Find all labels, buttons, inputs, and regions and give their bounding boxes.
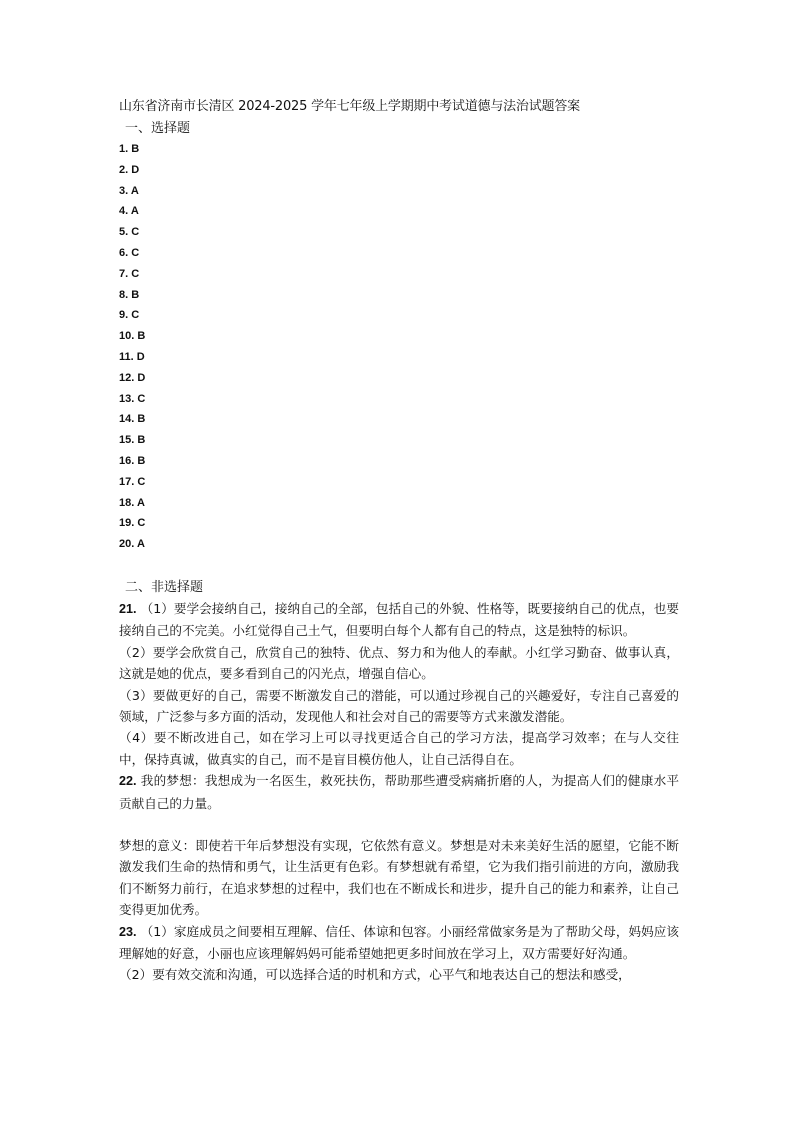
- choice-answer-item: 5. C: [119, 226, 140, 239]
- choice-answer-item: 6. C: [119, 246, 140, 259]
- spacer: [119, 555, 679, 577]
- q21-part1: 21. （1）要学会接纳自己，接纳自己的全部，包括自己的外貌、性格等，既要接纳自己的优点，也要接纳自己的不完美。小红觉得自己土气，但要明白每个人都有自己的特点，这是独特的标识。: [119, 600, 679, 639]
- choice-answer-item: 19. C: [119, 517, 146, 530]
- q22-dream: 22. 我的梦想：我想成为一名医生，救死扶伤，帮助那些遭受病痛折磨的人，为提高人们的健康水平贡献自己的力量。: [119, 773, 679, 811]
- question-number: 21.: [119, 601, 137, 616]
- document-title: 山东省济南市长清区 2024-2025 学年七年级上学期期中考试道德与法治试题答案: [119, 99, 580, 114]
- choice-answer-item: 13. C: [119, 392, 146, 405]
- section-heading-choice: 一、选择题: [125, 121, 191, 136]
- choice-answer-item: 17. C: [119, 475, 146, 488]
- choice-answer-item: 2. D: [119, 163, 140, 176]
- choice-answer-item: 16. B: [119, 454, 146, 467]
- q23-part2: （2）要有效交流和沟通，可以选择合适的时机和方式，心平气和地表达自己的想法和感受，: [119, 967, 631, 983]
- choice-answer-item: 20. A: [119, 538, 145, 551]
- choice-answer-item: 8. B: [119, 288, 140, 301]
- question-number: 23.: [119, 924, 137, 939]
- q21-part3: （3）要做更好的自己，需要不断激发自己的潜能，可以通过珍视自己的兴趣爱好，专注自己喜爱的领域，广泛参与多方面的活动，发现他人和社会对自己的需要等方式来激发潜能。: [119, 687, 679, 724]
- choice-answer-item: 12. D: [119, 371, 146, 384]
- choice-answer-item: 3. A: [119, 184, 139, 197]
- q22-meaning: 梦想的意义：即使若干年后梦想没有实现，它依然有意义。梦想是对未来美好生活的愿望，它能不断激发我们生命的热情和勇气，让生活更有色彩。有梦想就有希望，它为我们指引前进的方向，激励我们不断努力前行，在追求梦想的过程中，我们也在不断成长和进步，提升自己的能力和素养，让自己变得更加优秀。: [119, 838, 679, 918]
- q23-part1: 23. （1）家庭成员之间要相互理解、信任、体谅和包容。小丽经常做家务是为了帮助父母，妈妈应该理解她的好意，小丽也应该理解妈妈可能希望她把更多时间放在学习上，双方需要好好沟通。: [119, 923, 679, 962]
- answer-document: [119, 96, 679, 986]
- choice-answer-item: 18. A: [119, 496, 145, 509]
- choice-answer-item: 9. C: [119, 309, 140, 322]
- choice-answer-item: 14. B: [119, 413, 146, 426]
- choice-answer-item: 11. D: [119, 350, 145, 363]
- choice-answer-list: [119, 139, 679, 555]
- spacer: [119, 814, 679, 835]
- choice-answer-item: 10. B: [119, 330, 146, 343]
- choice-answer-item: 4. A: [119, 205, 139, 218]
- choice-answer-item: 15. B: [119, 434, 146, 447]
- section-heading-nonchoice: 二、非选择题: [125, 579, 204, 595]
- question-number: 22.: [119, 774, 137, 789]
- q21-part4: （4）要不断改进自己，如在学习上可以寻找更适合自己的学习方法，提高学习效率；在与人交往中，保持真诚，做真实的自己，而不是盲目模仿他人，让自己活得自在。: [119, 730, 679, 767]
- choice-answer-item: 1. B: [119, 143, 140, 155]
- choice-answer-item: 7. C: [119, 267, 140, 280]
- q21-part2: （2）要学会欣赏自己，欣赏自己的独特、优点、努力和为他人的奉献。小红学习勤奋、做事认真，这就是她的优点，要多看到自己的闪光点，增强自信心。: [119, 644, 679, 682]
